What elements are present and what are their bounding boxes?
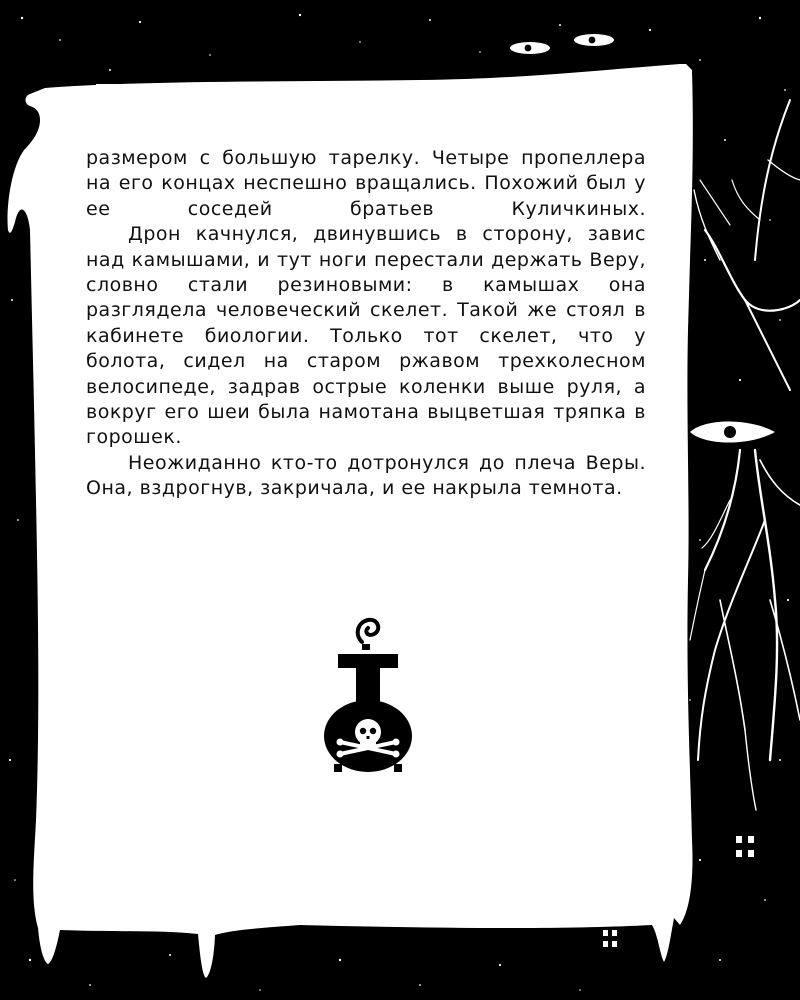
paragraph-2: Дрон качнулся, двинувшись в сторону, завис над камышами, и тут ноги перестали держать Веру, словно стали резиновыми: в камышах она разглядела человеческий скелет. Такой же стоял в кабинете биологии. Только тот скелет, что у болота, сидел на старом ржавом трехколесном велосипеде, задрав острые коленки выше руля, а вокруг его шеи была намотана выцветшая тряпка в горошек. [86, 223, 646, 449]
story-text [86, 146, 646, 502]
paragraph-1: размером с большую тарелку. Четыре пропеллера на его концах неспешно вращались. Похожий был у ее соседей братьев Куличкиных. [86, 147, 646, 220]
poison-flask-skull-icon [318, 604, 418, 776]
paragraph-3: Неожиданно кто-то дотронулся до плеча Веры. Она, вздрогнув, закричала, и ее накрыла темнота. [86, 451, 646, 500]
